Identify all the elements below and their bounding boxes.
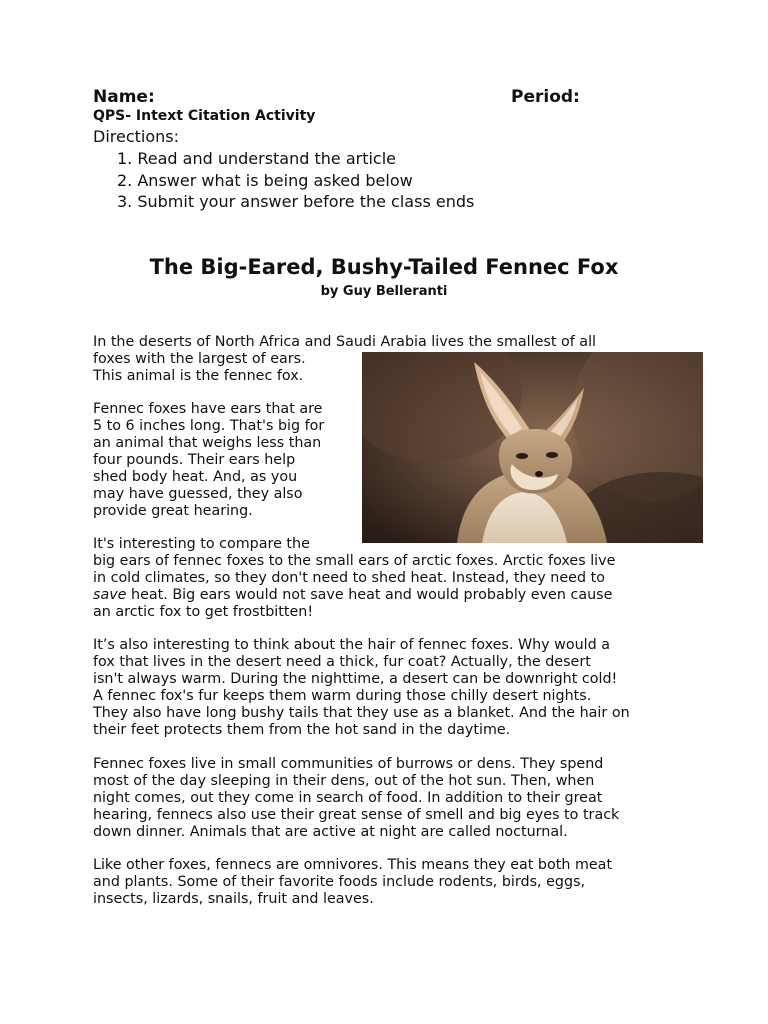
text-line: provide great hearing. bbox=[93, 503, 253, 519]
activity-title: QPS- Intext Citation Activity bbox=[93, 108, 316, 124]
directions-label: Directions: bbox=[93, 127, 180, 146]
text-line: in cold climates, so they don't need to shed heat. Instead, they need to bbox=[93, 570, 605, 586]
text-line: Like other foxes, fennecs are omnivores. This means they eat both meat bbox=[93, 857, 613, 873]
text-line: an arctic fox to get frostbitten! bbox=[93, 604, 314, 620]
text-line: four pounds. Their ears help bbox=[93, 452, 296, 468]
text-line: and plants. Some of their favorite foods include rodents, birds, eggs, bbox=[93, 874, 586, 890]
direction-item: 1. Read and understand the article bbox=[117, 149, 397, 168]
text-line: foxes with the largest of ears. bbox=[93, 351, 306, 367]
text-line: big ears of fennec foxes to the small ears of arctic foxes. Arctic foxes live bbox=[93, 553, 616, 569]
text-fragment: heat. Big ears would not save heat and would probably even cause bbox=[126, 587, 613, 603]
text-line: It's interesting to compare the bbox=[93, 536, 310, 552]
text-line: most of the day sleeping in their dens, out of the hot sun. Then, when bbox=[93, 773, 595, 789]
text-line bbox=[93, 587, 615, 604]
fennec-fox-photo bbox=[362, 352, 703, 543]
paragraph-2 bbox=[93, 401, 324, 520]
text-line: Fennec foxes live in small communities of burrows or dens. They spend bbox=[93, 756, 604, 772]
text-line: It’s also interesting to think about the hair of fennec foxes. Why would a bbox=[93, 637, 611, 653]
text-line: 5 to 6 inches long. That's big for bbox=[93, 418, 325, 434]
text-line: isn't always warm. During the nighttime, a desert can be downright cold! bbox=[93, 671, 618, 687]
text-line: fox that lives in the desert need a thick, fur coat? Actually, the desert bbox=[93, 654, 591, 670]
text-line: their feet protects them from the hot sand in the daytime. bbox=[93, 722, 511, 738]
text-line: A fennec fox's fur keeps them warm during those chilly desert nights. bbox=[93, 688, 592, 704]
direction-item: 2. Answer what is being asked below bbox=[117, 170, 413, 190]
paragraph-6 bbox=[93, 857, 612, 908]
period-label: Period: bbox=[511, 87, 580, 107]
text-line: an animal that weighs less than bbox=[93, 435, 322, 451]
direction-item: 3. Submit your answer before the class ends bbox=[117, 192, 475, 211]
name-label: Name: bbox=[93, 87, 155, 107]
text-line: may have guessed, they also bbox=[93, 486, 303, 502]
paragraph-4 bbox=[93, 637, 630, 739]
article-byline: by Guy Belleranti bbox=[320, 284, 448, 299]
text-line: insects, lizards, snails, fruit and leaves. bbox=[93, 891, 374, 907]
text-line: down dinner. Animals that are active at night are called nocturnal. bbox=[93, 824, 568, 840]
text-line: shed body heat. And, as you bbox=[93, 469, 298, 485]
text-line: Fennec foxes have ears that are bbox=[93, 401, 323, 417]
text-line: night comes, out they come in search of food. In addition to their great bbox=[93, 790, 603, 806]
text-line: They also have long bushy tails that they use as a blanket. And the hair on bbox=[93, 705, 630, 721]
emphasis-save: save bbox=[93, 587, 127, 603]
text-line: This animal is the fennec fox. bbox=[93, 368, 304, 384]
directions-list bbox=[117, 148, 474, 213]
paragraph-5 bbox=[93, 756, 619, 841]
article-title: The Big-Eared, Bushy-Tailed Fennec Fox bbox=[149, 255, 619, 279]
paragraph-3 bbox=[93, 536, 615, 621]
text-line: In the deserts of North Africa and Saudi Arabia lives the smallest of all bbox=[93, 334, 597, 350]
text-line: hearing, fennecs also use their great sense of smell and big eyes to track bbox=[93, 807, 620, 823]
